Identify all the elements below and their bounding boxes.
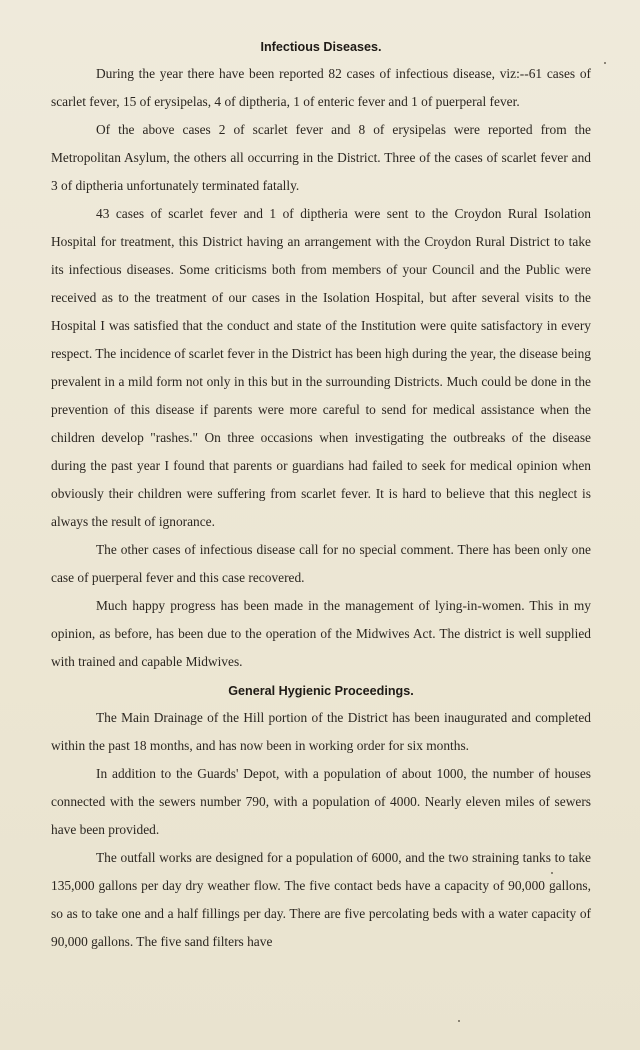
- paragraph-case-counts: During the year there have been reported 82 cases of infectious disease, viz:--61 cases of scarlet fever, 15 of erysipelas, 4 of diptheria, 1 of enteric fever and 1 of puerperal fever.: [51, 66, 591, 109]
- paragraph-asylum-cases: Of the above cases 2 of scarlet fever and 8 of erysipelas were reported from the Metropolitan Asylum, the others all occurring in the District. Three of the cases of scarlet fever and 3 of diptheria unfortunately terminated fatally.: [51, 122, 591, 193]
- heading-general-hygienic-proceedings: General Hygienic Proceedings.: [228, 684, 414, 698]
- heading-infectious-diseases: Infectious Diseases.: [260, 40, 382, 54]
- document-body: [51, 34, 591, 956]
- paragraph-isolation-hospital: 43 cases of scarlet fever and 1 of diptheria were sent to the Croydon Rural Isolation Hospital for treatment, this District having an arrangement with the Croydon Rural District to take its infectious diseases. Some criticisms both from members of your Council and the Public were received as to the treatment of our cases in the Isolation Hospital, but after several visits to the Hospital I was satisfied that the conduct and state of the Institution were quite satisfactory in every respect. The incidence of scarlet fever in the District has been high during the year, the disease being prevalent in a mild form not only in this but in the surrounding Districts. Much could be done in the prevention of this disease if parents were more careful to send for medical assistance when the children develop "rashes." On three occasions when investigating the outbreaks of the disease during the past year I found that parents or guardians had failed to seek for medical opinion when obviously their children were suffering from scarlet fever. It is hard to believe that this neglect is always the result of ignorance.: [51, 206, 591, 529]
- paragraph-sewer-connections: In addition to the Guards' Depot, with a population of about 1000, the number of houses connected with the sewers number 790, with a population of 4000. Nearly eleven miles of sewers have been provided.: [51, 766, 591, 837]
- paragraph-midwives: Much happy progress has been made in the management of lying-in-women. This in my opinion, as before, has been due to the operation of the Midwives Act. The district is well supplied with trained and capable Midwives.: [51, 598, 591, 669]
- paragraph-main-drainage: The Main Drainage of the Hill portion of the District has been inaugurated and completed within the past 18 months, and has now been in working order for six months.: [51, 710, 591, 753]
- paragraph-outfall-works: The outfall works are designed for a population of 6000, and the two straining tanks to take 135,000 gallons per day dry weather flow. The five contact beds have a capacity of 90,000 gallons, so as to take one and a half fillings per day. There are five percolating beds with a water capacity of 90,000 gallons. The five sand filters have: [51, 850, 591, 949]
- paper-speck: [551, 872, 553, 874]
- paper-speck: [604, 62, 606, 64]
- paper-speck: [458, 1020, 460, 1022]
- paragraph-other-cases: The other cases of infectious disease call for no special comment. There has been only one case of puerperal fever and this case recovered.: [51, 542, 591, 585]
